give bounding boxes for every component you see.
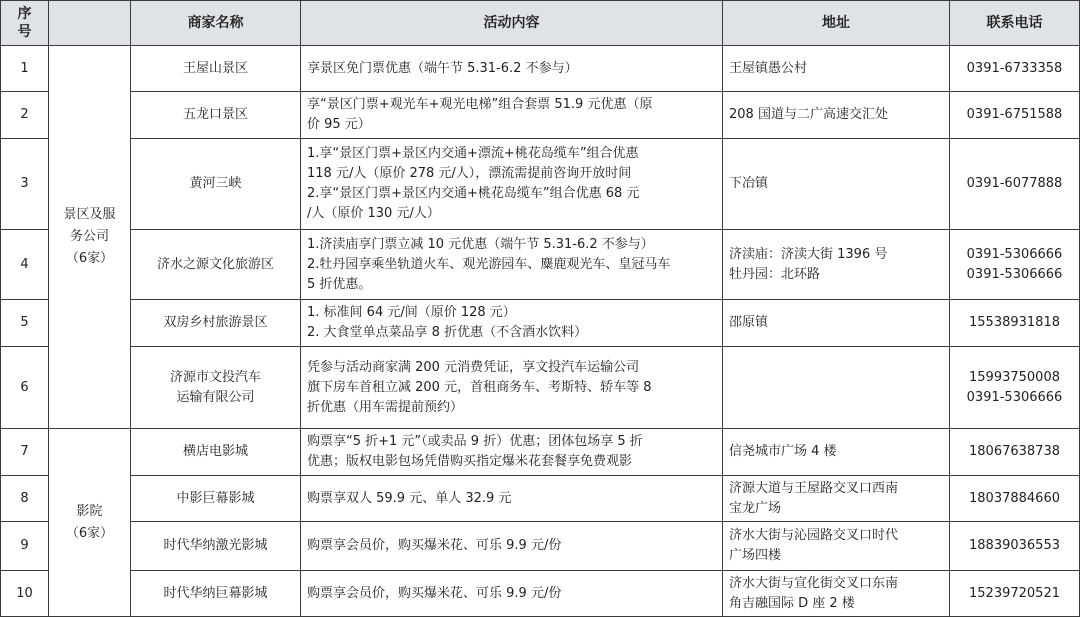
- phone-line: 0391-5306666: [966, 246, 1063, 262]
- activity-line: 1.享“景区门票+景区内交通+漂流+桃花岛缆车”组合优惠: [307, 146, 639, 161]
- activity-line: 享景区免门票优惠（端午节 5.31-6.2 不参与）: [307, 60, 578, 76]
- merchant-name-line: 运输有限公司: [176, 389, 255, 405]
- seq-cell: 4: [1, 230, 49, 300]
- activity-cell: [301, 139, 723, 230]
- table-row: [1, 347, 1080, 429]
- header-row: [1, 1, 1080, 46]
- activity-cell: [301, 522, 723, 571]
- header-seq: [1, 1, 49, 46]
- table-row: [1, 230, 1080, 300]
- category-cinema-line2: （6家）: [65, 525, 114, 541]
- header-seq-line2: 号: [17, 24, 32, 40]
- address-line: 下冶镇: [729, 176, 769, 191]
- activity-cell: [301, 92, 723, 139]
- phone-line: 0391-6733358: [966, 60, 1063, 76]
- phone-cell: [950, 139, 1080, 230]
- table-row: [1, 571, 1080, 617]
- activity-line: 购票享“5 折+1 元”（或卖品 9 折）优惠；团体包场享 5 折: [307, 434, 643, 449]
- table-row: [1, 92, 1080, 139]
- phone-cell: [950, 429, 1080, 476]
- activity-line: 凭参与活动商家满 200 元消费凭证，享文投汽车运输公司: [307, 359, 640, 375]
- address-cell: [723, 571, 950, 617]
- address-line: 邵原镇: [729, 315, 769, 330]
- activity-line: 2. 大食堂单点菜品享 8 折优惠（不含酒水饮料）: [307, 325, 588, 340]
- phone-line: 15239720521: [969, 585, 1060, 601]
- activity-cell: [301, 230, 723, 300]
- category-scenic-line3: （6家）: [65, 251, 114, 266]
- phone-line: 0391-5306666: [966, 389, 1063, 405]
- address-cell: [723, 476, 950, 522]
- header-seq-line1: 序: [17, 6, 32, 22]
- merchant-name: 王屋山景区: [131, 46, 301, 92]
- phone-cell: [950, 92, 1080, 139]
- merchant-name: 中影巨幕影城: [131, 476, 301, 522]
- address-line: 角吉融国际 D 座 2 楼: [729, 595, 855, 611]
- phone-cell: [950, 300, 1080, 347]
- address-line: 208 国道与二广高速交汇处: [729, 107, 888, 122]
- phone-cell: [950, 522, 1080, 571]
- category-scenic-line2: 务公司: [69, 229, 109, 244]
- activity-line: 1. 标准间 64 元/间（原价 128 元）: [307, 305, 516, 320]
- address-cell: [723, 92, 950, 139]
- activity-line: 购票享会员价，购买爆米花、可乐 9.9 元/份: [307, 585, 562, 601]
- seq-cell: 3: [1, 139, 49, 230]
- address-line: 宝龙广场: [729, 500, 782, 516]
- category-scenic-line1: 景区及服: [63, 207, 116, 222]
- table-row: [1, 522, 1080, 571]
- activity-line: 折优惠（用车需提前预约）: [307, 399, 464, 415]
- activity-line: 1.济渎庙享门票立减 10 元优惠（端午节 5.31-6.2 不参与）: [307, 236, 654, 252]
- table-row: [1, 300, 1080, 347]
- header-activity: 活动内容: [301, 1, 723, 46]
- table-row: [1, 429, 1080, 476]
- merchant-name-line: 济源市文投汽车: [169, 369, 261, 385]
- address-cell: [723, 429, 950, 476]
- address-line: 济源大道与王屋路交叉口西南: [729, 480, 899, 496]
- address-cell: [723, 347, 950, 429]
- merchant-name: 济水之源文化旅游区: [131, 230, 301, 300]
- phone-cell: [950, 571, 1080, 617]
- table-row: [1, 476, 1080, 522]
- seq-cell: 7: [1, 429, 49, 476]
- phone-line: 18037884660: [969, 490, 1060, 506]
- phone-cell: [950, 230, 1080, 300]
- address-cell: [723, 230, 950, 300]
- address-line: 广场四楼: [729, 548, 782, 563]
- seq-cell: 9: [1, 522, 49, 571]
- address-line: 济水大街与沁园路交叉口时代: [729, 528, 899, 543]
- table-row: [1, 139, 1080, 230]
- activity-line: 5 折优惠。: [307, 276, 372, 292]
- seq-cell: 8: [1, 476, 49, 522]
- phone-cell: [950, 46, 1080, 92]
- activity-line: 优惠；版权电影包场凭借购买指定爆米花套餐享免费观影: [307, 454, 633, 469]
- phone-line: 18839036553: [969, 538, 1060, 553]
- phone-cell: [950, 347, 1080, 429]
- activity-line: /人（原价 130 元/人）: [307, 206, 440, 221]
- header-category: [49, 1, 131, 46]
- activity-cell: [301, 46, 723, 92]
- merchant-name: 时代华纳巨幕影城: [131, 571, 301, 617]
- activity-line: 旗下房车首租立减 200 元，首租商务车、考斯特、轿车等 8: [307, 379, 652, 395]
- activity-cell: [301, 571, 723, 617]
- header-name: 商家名称: [131, 1, 301, 46]
- activity-line: 118 元/人（原价 278 元/人），漂流需提前咨询开放时间: [307, 166, 632, 181]
- address-cell: [723, 522, 950, 571]
- address-line: 济水大街与宣化街交叉口东南: [729, 575, 899, 591]
- category-scenic: [49, 46, 131, 429]
- phone-line: 15538931818: [969, 315, 1060, 330]
- merchant-name: 横店电影城: [131, 429, 301, 476]
- activity-line: 2.牡丹园享乘坐轨道火车、观光游园车、麋鹿观光车、皇冠马车: [307, 256, 671, 272]
- merchant-name: 五龙口景区: [131, 92, 301, 139]
- address-line: 牡丹园：北环路: [729, 266, 821, 282]
- seq-cell: 1: [1, 46, 49, 92]
- seq-cell: 10: [1, 571, 49, 617]
- merchant-name: 双房乡村旅游景区: [131, 300, 301, 347]
- header-phone: 联系电话: [950, 1, 1080, 46]
- phone-line: 15993750008: [969, 369, 1060, 385]
- address-line: 济渎庙：济渎大街 1396 号: [729, 246, 888, 262]
- header-address: 地址: [723, 1, 950, 46]
- phone-cell: [950, 476, 1080, 522]
- merchant-name: 黄河三峡: [131, 139, 301, 230]
- address-cell: [723, 300, 950, 347]
- phone-line: 0391-5306666: [966, 266, 1063, 282]
- address-cell: [723, 139, 950, 230]
- address-line: 王屋镇愚公村: [729, 60, 808, 76]
- address-line: 信尧城市广场 4 楼: [729, 444, 837, 459]
- seq-cell: 2: [1, 92, 49, 139]
- category-cinema-line1: 影院: [76, 503, 103, 519]
- seq-cell: 6: [1, 347, 49, 429]
- table-row: [1, 46, 1080, 92]
- merchant-name: 时代华纳激光影城: [131, 522, 301, 571]
- category-cinema: [49, 429, 131, 617]
- activity-cell: [301, 476, 723, 522]
- phone-line: 0391-6751588: [966, 107, 1063, 122]
- activity-cell: [301, 347, 723, 429]
- merchant-name: [131, 347, 301, 429]
- address-cell: [723, 46, 950, 92]
- phone-line: 18067638738: [969, 444, 1060, 459]
- activity-line: 2.享“景区门票+景区内交通+桃花岛缆车”组合优惠 68 元: [307, 186, 640, 201]
- activity-line: 购票享双人 59.9 元、单人 32.9 元: [307, 490, 512, 506]
- phone-line: 0391-6077888: [966, 176, 1063, 191]
- activity-line: 购票享会员价，购买爆米花、可乐 9.9 元/份: [307, 538, 562, 553]
- activity-line: 价 95 元）: [307, 117, 371, 132]
- activity-line: 享“景区门票+观光车+观光电梯”组合套票 51.9 元优惠（原: [307, 97, 653, 112]
- activity-cell: [301, 429, 723, 476]
- activity-cell: [301, 300, 723, 347]
- seq-cell: 5: [1, 300, 49, 347]
